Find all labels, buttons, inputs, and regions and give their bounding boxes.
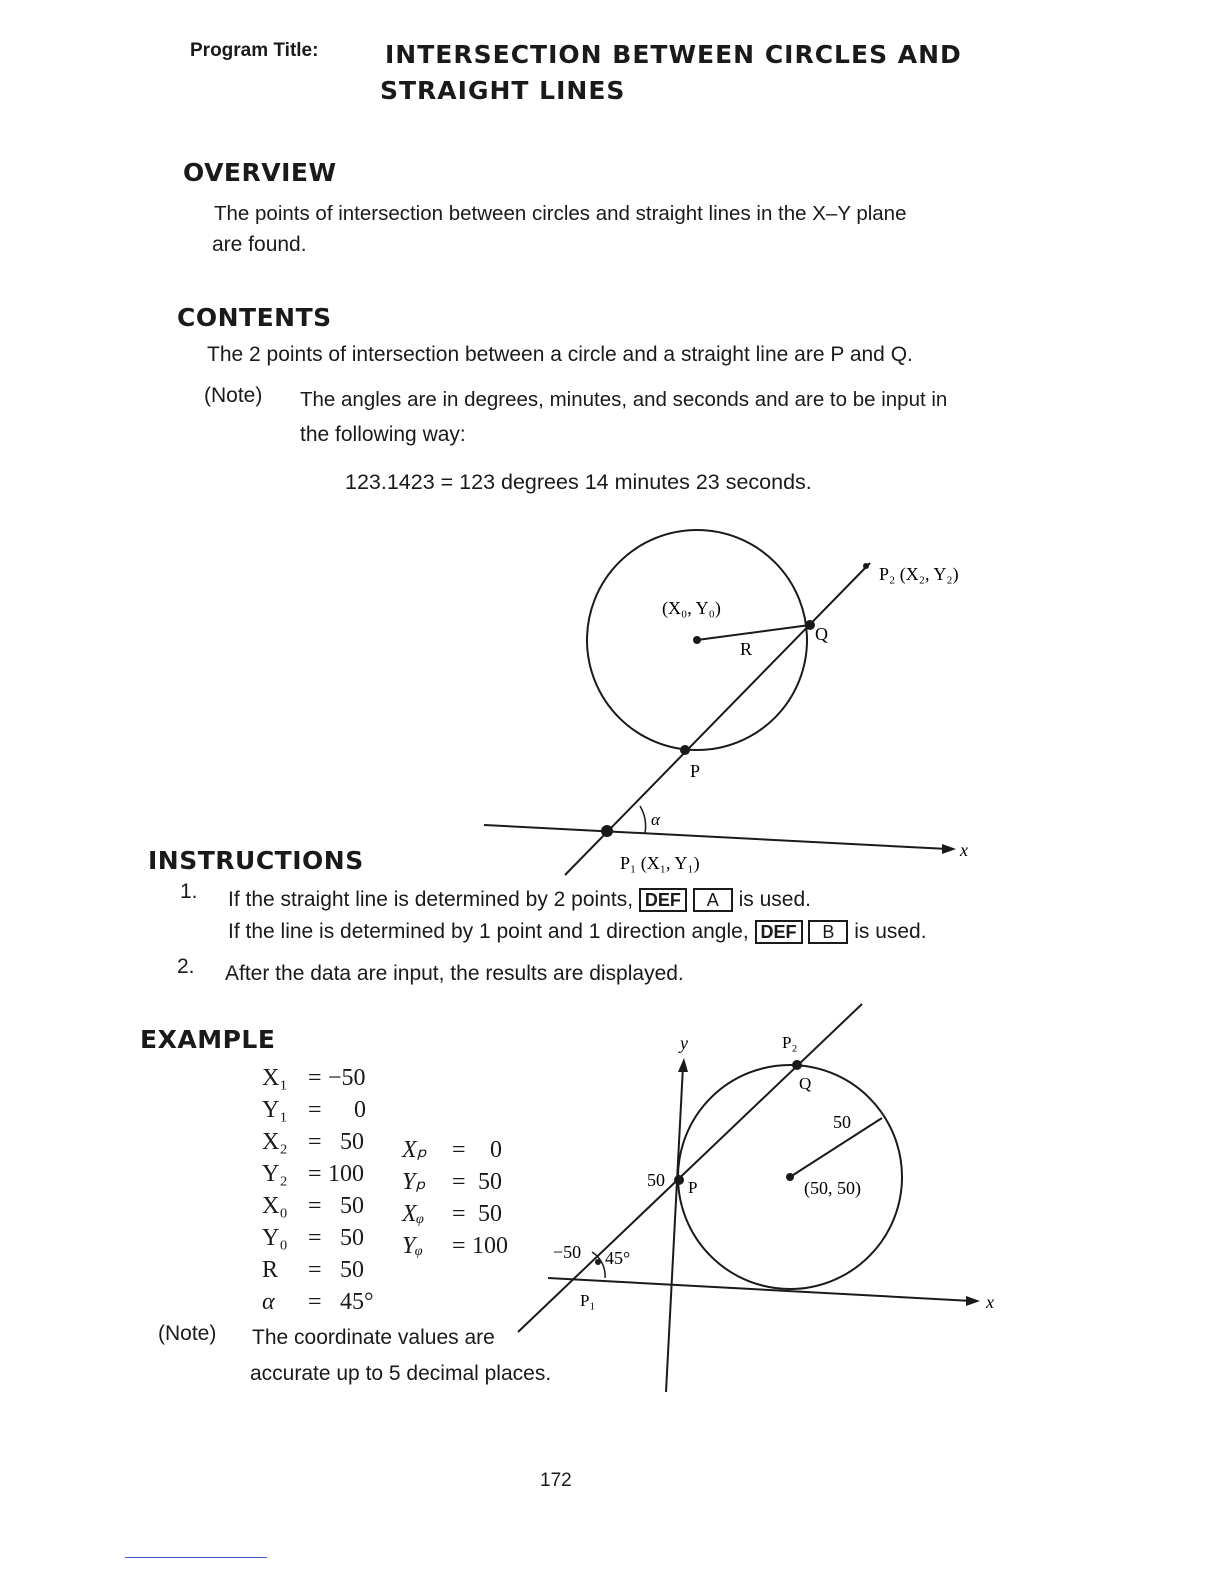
example-note-label: (Note) <box>158 1322 217 1345</box>
neg-x-value-label: −50 <box>553 1242 582 1262</box>
instruction-1-number: 1. <box>180 880 198 903</box>
result-value: 100 <box>472 1233 508 1259</box>
input-name: Y₂ <box>262 1161 288 1187</box>
p2-label: P₂ <box>782 1033 798 1052</box>
input-value: 50 <box>340 1257 364 1283</box>
input-name: α <box>262 1289 275 1315</box>
x-axis-label: x <box>960 840 968 860</box>
input-eq: = <box>308 1097 322 1123</box>
result-eq: = <box>452 1233 466 1259</box>
center-label: (X₀, Y₀) <box>662 598 721 618</box>
contents-note-line-1: The angles are in degrees, minutes, and seconds and are to be input in <box>300 388 948 411</box>
input-value: 45° <box>340 1289 374 1315</box>
input-value: 50 <box>340 1225 364 1251</box>
input-name: X₂ <box>262 1129 288 1155</box>
x-axis-arrowhead <box>966 1296 980 1306</box>
input-value: −50 <box>328 1065 366 1091</box>
p1-label: P₁ <box>580 1291 596 1310</box>
x-axis-line <box>548 1278 972 1301</box>
result-value: 50 <box>478 1169 502 1195</box>
input-eq: = <box>308 1225 322 1251</box>
instruction-1-line-1-text: If the straight line is determined by 2 points, <box>228 888 634 911</box>
a-key: A <box>693 888 733 912</box>
q-label: Q <box>815 624 828 644</box>
angle-input-example: 123.1423 = 123 degrees 14 minutes 23 seconds. <box>345 470 812 494</box>
result-value: 50 <box>478 1201 502 1227</box>
instruction-1-line-2-suffix: is used. <box>854 920 927 943</box>
overview-text-line-2: are found. <box>212 233 307 256</box>
p-label: P <box>688 1178 698 1197</box>
x-axis-label: x <box>986 1292 994 1312</box>
page-number: 172 <box>540 1470 572 1491</box>
overview-text-line-1: The points of intersection between circles and straight lines in the X–Y plane <box>214 202 907 225</box>
footer-divider <box>125 1557 267 1558</box>
result-name: Xᵩ <box>402 1201 424 1227</box>
result-name: Xₚ <box>402 1137 427 1163</box>
input-value: 100 <box>328 1161 364 1187</box>
p-label: P <box>690 761 701 781</box>
point-p <box>674 1175 684 1185</box>
overview-heading: OVERVIEW <box>183 158 337 187</box>
input-value: 50 <box>340 1129 364 1155</box>
q-label: Q <box>799 1074 812 1093</box>
p2-label: P₂ (X₂, Y₂) <box>879 564 959 584</box>
page-title-line-2: STRAIGHT LINES <box>380 76 626 105</box>
y-axis-arrowhead <box>678 1058 688 1072</box>
example-note-line-2: accurate up to 5 decimal places. <box>250 1362 552 1385</box>
contents-line-1: The 2 points of intersection between a circle and a straight line are P and Q. <box>207 343 913 366</box>
example-note-line-1: The coordinate values are <box>252 1326 495 1349</box>
input-eq: = <box>308 1129 322 1155</box>
instructions-heading: INSTRUCTIONS <box>148 846 364 875</box>
def-key: DEF <box>639 888 687 912</box>
result-eq: = <box>452 1137 466 1163</box>
y-axis-line <box>666 1066 683 1392</box>
b-key: B <box>808 920 848 944</box>
angle-value-label: 45° <box>605 1248 631 1268</box>
input-name: Y₀ <box>262 1225 288 1251</box>
def-key: DEF <box>755 920 803 944</box>
contents-note-label: (Note) <box>204 384 263 407</box>
result-value: 0 <box>490 1137 502 1163</box>
y-axis-label: y <box>680 1033 688 1053</box>
input-eq: = <box>308 1257 322 1283</box>
point-q <box>792 1060 802 1070</box>
input-eq: = <box>308 1289 322 1315</box>
input-name: X₀ <box>262 1193 288 1219</box>
result-name: Yₚ <box>402 1169 426 1195</box>
radius-label: R <box>740 639 753 659</box>
page-title-line-1: INTERSECTION BETWEEN CIRCLES AND <box>385 40 962 69</box>
result-eq: = <box>452 1169 466 1195</box>
center-point <box>786 1173 794 1181</box>
input-eq: = <box>308 1193 322 1219</box>
result-name: Yᵩ <box>402 1233 423 1259</box>
input-value: 50 <box>340 1193 364 1219</box>
instruction-1-line-1-suffix: is used. <box>738 888 811 911</box>
input-name: X₁ <box>262 1065 288 1091</box>
contents-heading: CONTENTS <box>177 303 332 332</box>
instruction-2-number: 2. <box>177 955 195 978</box>
radius-value-label: 50 <box>833 1112 851 1132</box>
input-name: R <box>262 1257 279 1283</box>
alpha-label: α <box>651 810 660 829</box>
straight-line <box>518 1004 862 1332</box>
p1-label: P₁ (X₁, Y₁) <box>620 853 700 873</box>
instruction-2-text: After the data are input, the results are displayed. <box>225 962 684 985</box>
input-eq: = <box>308 1161 322 1187</box>
result-eq: = <box>452 1201 466 1227</box>
input-value: 0 <box>354 1097 366 1123</box>
example-heading: EXAMPLE <box>140 1025 276 1054</box>
input-name: Y₁ <box>262 1097 288 1123</box>
contents-note-line-2: the following way: <box>300 423 466 446</box>
center-coordinates-label: (50, 50) <box>804 1178 861 1198</box>
input-eq: = <box>308 1065 322 1091</box>
program-title-label: Program Title: <box>190 40 319 61</box>
instruction-1-line-2-text: If the line is determined by 1 point and 1 direction angle, <box>228 920 749 943</box>
p-y-value-label: 50 <box>647 1170 665 1190</box>
